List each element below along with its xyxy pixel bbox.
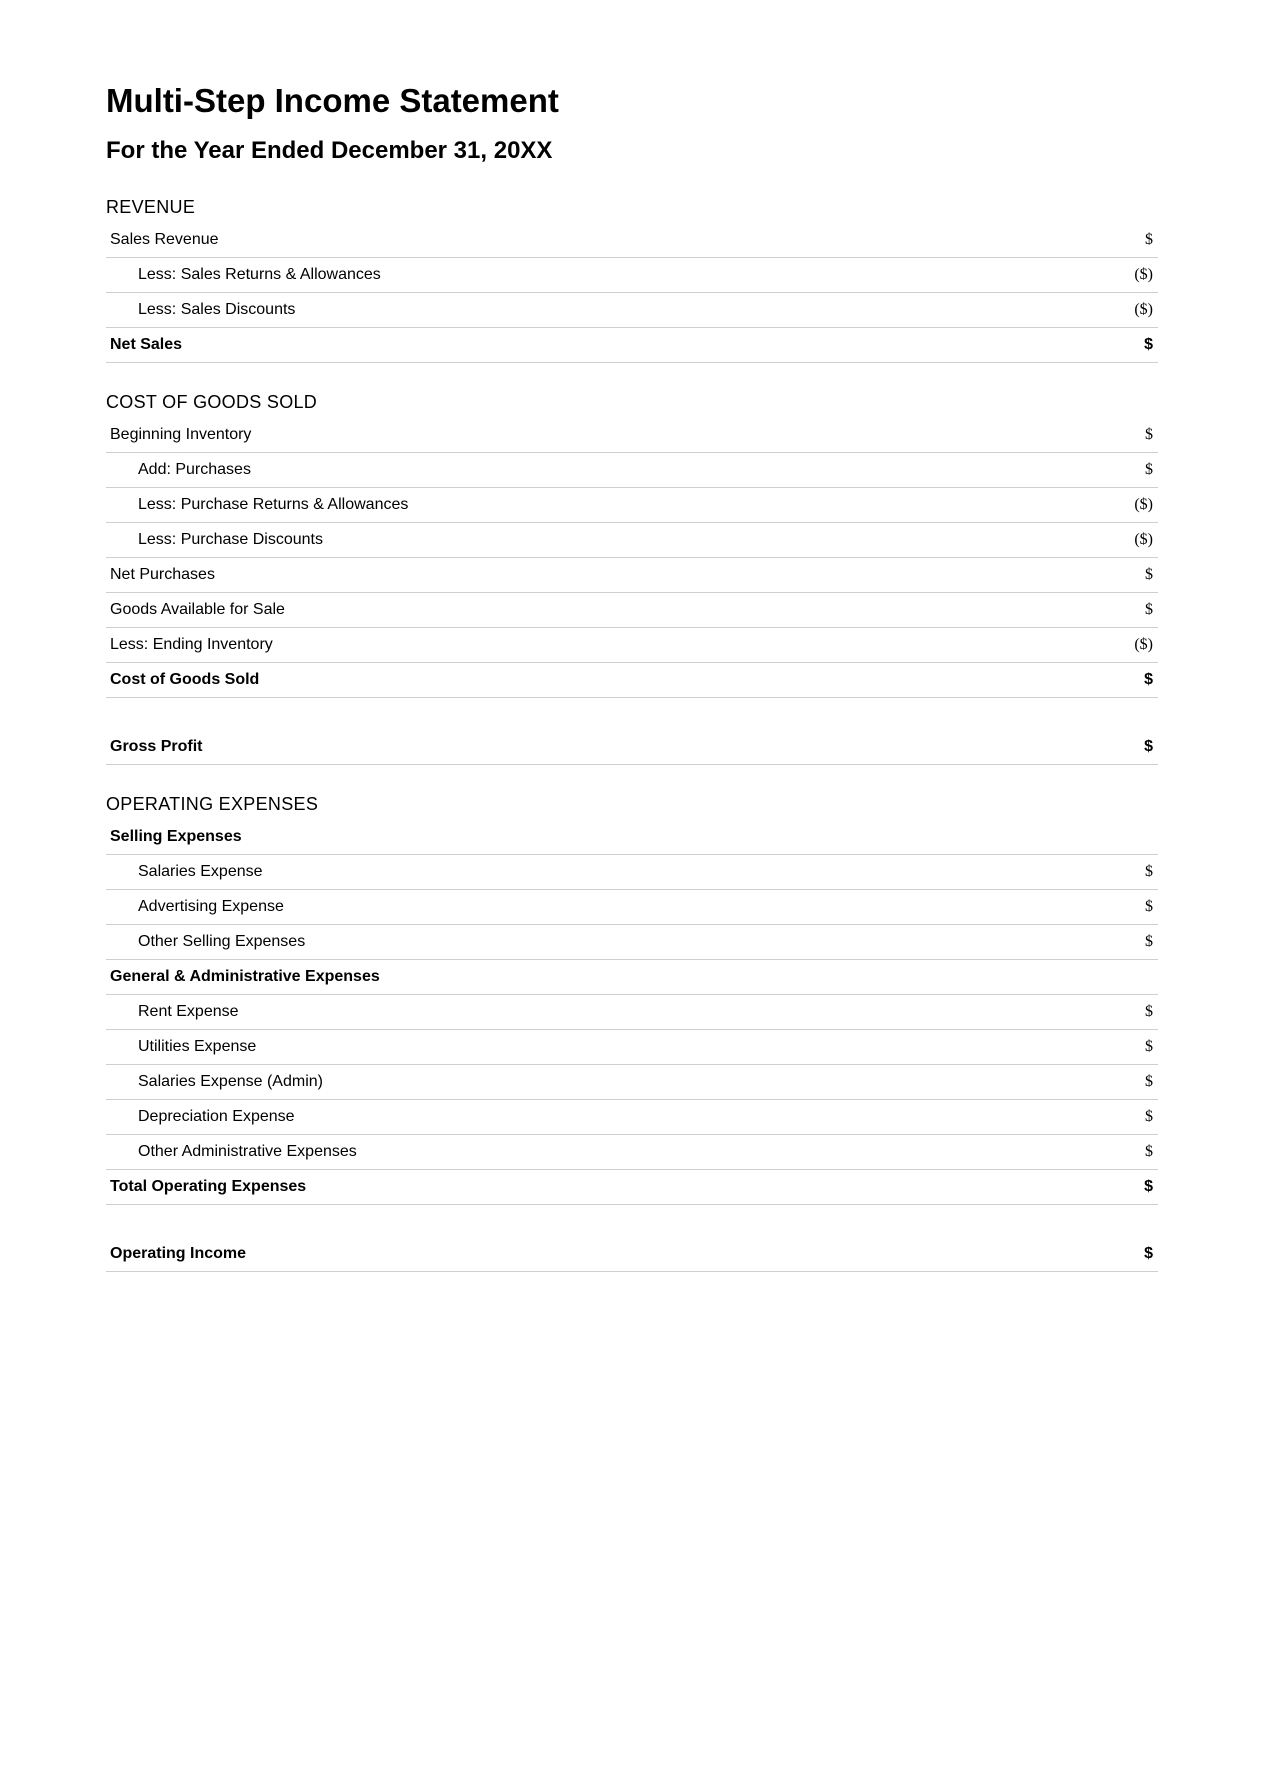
row-ending-inventory	[106, 628, 1158, 663]
row-amount: ($)	[1134, 636, 1153, 653]
row-label: Add: Purchases	[138, 461, 251, 478]
row-selling-expenses-header	[106, 820, 1158, 855]
row-amount: $	[1144, 1245, 1153, 1262]
row-label: Net Sales	[110, 336, 183, 353]
spacer	[106, 765, 1158, 790]
row-utilities-expense	[106, 1030, 1158, 1065]
row-salaries-expense-admin	[106, 1065, 1158, 1100]
row-label: Beginning Inventory	[110, 426, 252, 443]
row-label: Sales Revenue	[110, 231, 219, 248]
row-amount: ($)	[1134, 301, 1153, 318]
row-label: Other Selling Expenses	[138, 933, 306, 950]
row-net-purchases	[106, 558, 1158, 593]
row-amount: $	[1144, 1178, 1153, 1195]
row-label: Less: Ending Inventory	[110, 636, 273, 653]
spacer	[106, 698, 1158, 730]
row-goods-available	[106, 593, 1158, 628]
row-label: Goods Available for Sale	[110, 601, 285, 618]
row-sales-returns	[106, 258, 1158, 293]
row-advertising-expense	[106, 890, 1158, 925]
section-heading-revenue: REVENUE	[106, 197, 196, 217]
row-sales-revenue	[106, 223, 1158, 258]
row-other-selling-expenses	[106, 925, 1158, 960]
row-label: Selling Expenses	[110, 828, 242, 845]
row-label: Cost of Goods Sold	[110, 671, 260, 688]
row-amount: $	[1145, 933, 1153, 950]
row-amount: $	[1145, 1073, 1153, 1090]
row-amount: $	[1145, 1003, 1153, 1020]
row-amount: $	[1145, 1143, 1153, 1160]
row-operating-income	[106, 1237, 1158, 1272]
row-label: Salaries Expense	[138, 863, 263, 880]
row-label: Other Administrative Expenses	[138, 1143, 357, 1160]
row-label: Gross Profit	[110, 738, 203, 755]
row-label: Rent Expense	[138, 1003, 239, 1020]
row-salaries-expense	[106, 855, 1158, 890]
row-amount: $	[1145, 461, 1153, 478]
section-heading-cogs: COST OF GOODS SOLD	[106, 392, 318, 412]
row-gross-profit	[106, 730, 1158, 765]
row-amount: $	[1145, 863, 1153, 880]
row-label: General & Administrative Expenses	[110, 968, 380, 985]
row-label: Operating Income	[110, 1245, 247, 1262]
spacer	[106, 363, 1158, 388]
row-cost-of-goods-sold	[106, 663, 1158, 698]
row-label: Less: Sales Returns & Allowances	[138, 266, 381, 283]
row-sales-discounts	[106, 293, 1158, 328]
row-amount: $	[1145, 426, 1153, 443]
row-net-sales	[106, 328, 1158, 363]
row-purchase-discounts	[106, 523, 1158, 558]
row-total-operating-expenses	[106, 1170, 1158, 1205]
row-label: Total Operating Expenses	[110, 1178, 307, 1195]
row-amount: ($)	[1134, 531, 1153, 548]
section-heading-operating-expenses: OPERATING EXPENSES	[106, 794, 319, 814]
row-label: Less: Purchase Discounts	[138, 531, 323, 548]
spacer	[106, 1205, 1158, 1237]
row-label: Less: Sales Discounts	[138, 301, 296, 318]
row-purchase-returns	[106, 488, 1158, 523]
row-amount: $	[1145, 898, 1153, 915]
row-depreciation-expense	[106, 1100, 1158, 1135]
row-general-admin-header	[106, 960, 1158, 995]
statement-body	[106, 193, 1158, 1272]
row-amount: $	[1145, 1038, 1153, 1055]
row-label: Salaries Expense (Admin)	[138, 1073, 323, 1090]
row-label: Utilities Expense	[138, 1038, 257, 1055]
row-amount: ($)	[1134, 496, 1153, 513]
row-amount: $	[1144, 336, 1153, 353]
row-amount: $	[1145, 231, 1153, 248]
row-amount: $	[1145, 1108, 1153, 1125]
row-purchases	[106, 453, 1158, 488]
row-amount: $	[1144, 671, 1153, 688]
row-amount: ($)	[1134, 266, 1153, 283]
row-other-admin-expenses	[106, 1135, 1158, 1170]
row-amount: $	[1145, 601, 1153, 618]
row-label: Depreciation Expense	[138, 1108, 295, 1125]
row-label: Net Purchases	[110, 566, 215, 583]
row-label: Less: Purchase Returns & Allowances	[138, 496, 409, 513]
row-beginning-inventory	[106, 418, 1158, 453]
row-amount: $	[1145, 566, 1153, 583]
row-amount: $	[1144, 738, 1153, 755]
page-title: Multi-Step Income Statement	[106, 82, 559, 119]
page-subtitle: For the Year Ended December 31, 20XX	[106, 137, 553, 164]
row-rent-expense	[106, 995, 1158, 1030]
row-label: Advertising Expense	[138, 898, 284, 915]
